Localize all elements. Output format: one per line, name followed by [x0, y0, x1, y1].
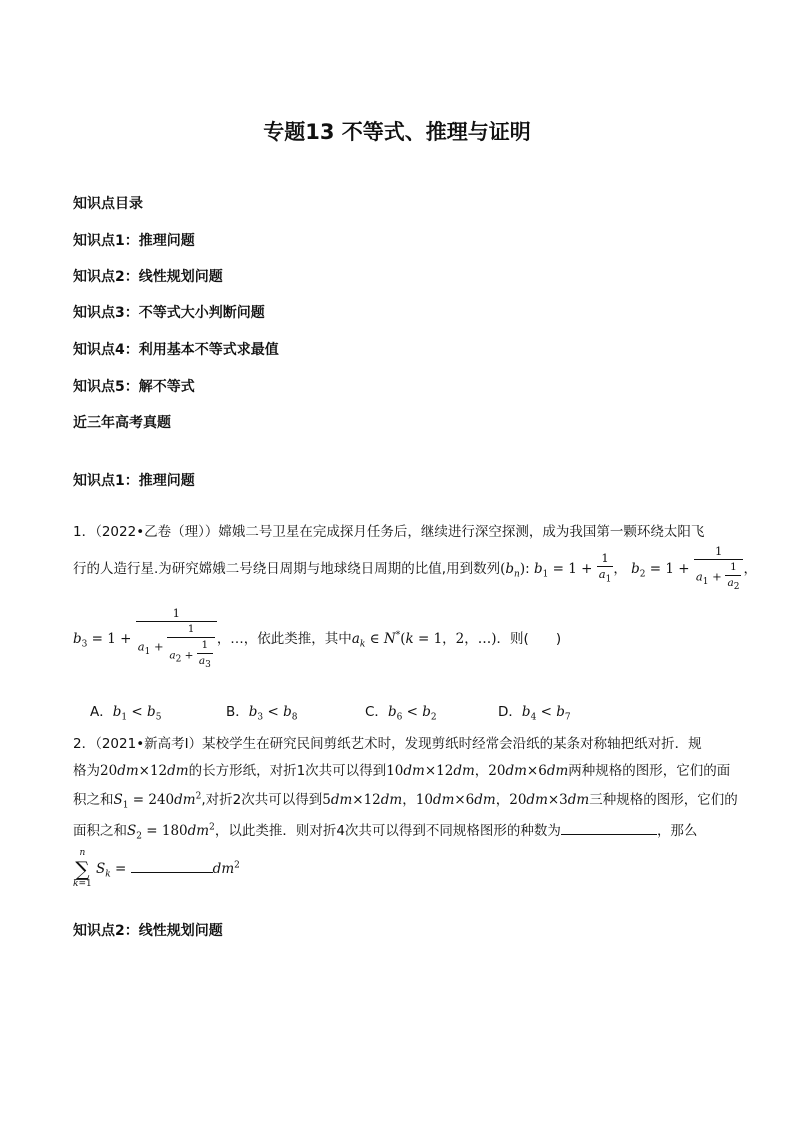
q1-line-3-text-b: ．则( )	[496, 631, 562, 648]
q1-line-2-text: 行的人造行星.为研究嫦娥二号绕日周期与地球绕日周期的比值,用到数列	[73, 561, 501, 578]
toc-heading: 知识点目录	[73, 196, 143, 212]
q1-seq-notation: $(b_n)$	[500, 561, 526, 580]
q2-line-1: 2．（2021•新高考Ⅰ）某校学生在研究民间剪纸艺术时，发现剪纸时经常会沿纸的某条对称轴把纸对折．规	[73, 736, 702, 752]
toc-item-4[interactable]: 知识点4：利用基本不等式求最值	[73, 342, 279, 358]
q1-option-a[interactable]: A．$b_1 < b_5$	[90, 704, 162, 723]
toc-item-2[interactable]: 知识点2：线性规划问题	[73, 269, 223, 285]
q1-line-2: 行的人造行星.为研究嫦娥二号绕日周期与地球绕日周期的比值,用到数列$(b_n)$: $b_1 = 1$ + $\frac{1}{a_1}$ ， $b_2 = 1$ + 1 $a_1$ + $\frac{1}{a_2}$ ，	[73, 544, 757, 593]
toc-item-3[interactable]: 知识点3：不等式大小判断问题	[73, 305, 265, 321]
q2-line-2: 格为20dm×12dm的长方形纸，对折1次共可以得到10dm×12dm，20dm×6dm两种规格的图形，它们的面	[73, 763, 731, 779]
q1-line-1: 1．（2022•乙卷（理））嫦娥二号卫星在完成探月任务后，继续进行深空探测，成为我国第一颗环绕太阳飞	[73, 524, 705, 540]
section-heading-2: 知识点2：线性规划问题	[73, 923, 223, 939]
toc-item-5[interactable]: 知识点5：解不等式	[73, 379, 195, 395]
q2-line-4: 面积之和$S_2 = 180dm^2$，以此类推．则对折4次共可以得到不同规格图形的种数为 ，那么	[73, 822, 698, 842]
q1-option-d[interactable]: D．$b_4 < b_7$	[498, 704, 571, 723]
q1-b1-formula: $b_1 = 1$ + $\frac{1}{a_1}$	[533, 551, 612, 585]
page-title: 专题13 不等式、推理与证明	[263, 120, 531, 144]
sum-expression: n ∑ k=1	[73, 848, 92, 889]
q1-condition: $a_k$ ∈ N*(k = 1，2，…)	[351, 630, 497, 650]
q1-option-c[interactable]: C．$b_6 < b_2$	[365, 704, 437, 723]
toc-item-6[interactable]: 近三年高考真题	[73, 415, 171, 431]
q2-line-3: 积之和$S_1 = 240dm^2$,对折2次共可以得到5dm×12dm，10dm×6dm，20dm×3dm三种规格的图形，它们的	[73, 791, 738, 811]
q1-b2-formula: $b_2 = 1$ + 1 $a_1$ + $\frac{1}{a_2}$	[631, 561, 743, 577]
q1-line-3	[73, 606, 561, 673]
q1-line-3-text-a: ，…，依此类推，其中	[216, 631, 352, 648]
q2-line-5: n ∑ k=1 $S_k = dm^2$	[73, 848, 240, 889]
q1-b3-formula: $b_3 = 1$ + 1 $a_1$ + 1 $a_2$ + $\frac{1}{a_3}$	[73, 631, 217, 647]
answer-blank-1[interactable]	[561, 822, 657, 835]
answer-blank-2[interactable]	[131, 860, 213, 873]
toc-item-1[interactable]: 知识点1：推理问题	[73, 233, 195, 249]
q1-option-b[interactable]: B．$b_3 < b_8$	[226, 704, 298, 723]
section-heading-1: 知识点1：推理问题	[73, 473, 195, 489]
